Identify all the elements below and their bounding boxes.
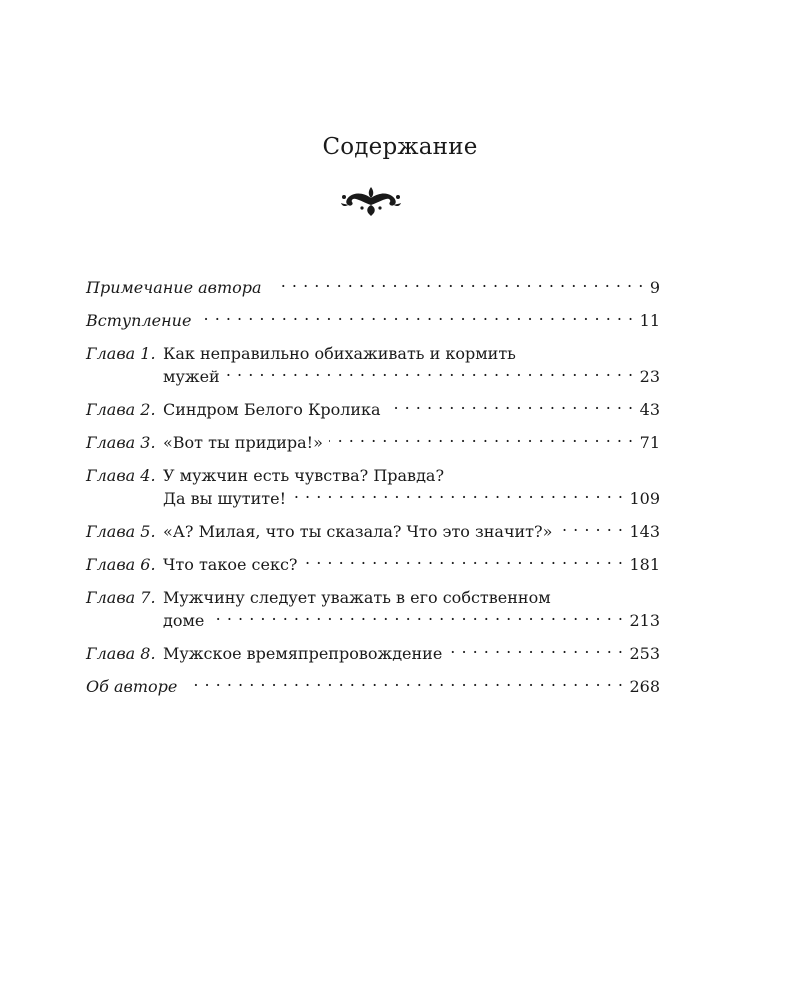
toc-chapter-label: Глава 5.	[86, 522, 156, 541]
dot-leader	[387, 399, 634, 415]
toc-chapter-label: Глава 3.	[86, 433, 156, 452]
dot-leader	[226, 366, 634, 382]
toc-title: Синдром Белого Кролика	[163, 400, 381, 419]
toc-entry-intro[interactable]	[86, 309, 660, 332]
toc-title-line-2: мужей	[163, 367, 220, 386]
toc-title-line-1: У мужчин есть чувства? Правда?	[163, 466, 445, 485]
toc-chapter-label: Глава 6.	[86, 555, 156, 574]
toc-label: Об авторе	[86, 677, 178, 696]
toc-entry-chapter-7[interactable]	[86, 586, 660, 632]
toc-entry-chapter-5[interactable]	[86, 520, 660, 543]
toc-title-line-2: доме	[163, 611, 205, 630]
toc-entry-chapter-1[interactable]	[86, 342, 660, 388]
dot-leader	[329, 432, 634, 448]
toc-chapter-label: Глава 2.	[86, 400, 156, 419]
page-title: Содержание	[322, 134, 478, 160]
toc-chapter-label: Глава 8.	[86, 644, 156, 663]
toc-entry-about[interactable]	[86, 675, 660, 698]
dot-leader	[274, 277, 644, 293]
dot-leader	[189, 676, 623, 692]
toc-chapter-label: Глава 1.	[86, 344, 156, 363]
toc-entry-chapter-8[interactable]	[86, 642, 660, 665]
toc-entry-chapter-4[interactable]	[86, 464, 660, 510]
toc-entry-author-note[interactable]	[86, 276, 660, 299]
toc-label: Вступление	[86, 311, 192, 330]
toc-page-number: 71	[639, 433, 660, 452]
toc-title-line-1: Как неправильно обихаживать и кормить	[163, 344, 516, 363]
toc-entry-chapter-2[interactable]	[86, 398, 660, 421]
toc-title-line-1: Мужчину следует уважать в его собственном	[163, 588, 551, 607]
toc-title: Что такое секс?	[163, 555, 298, 574]
toc-page-number: 253	[629, 644, 660, 663]
toc-page-number: 9	[649, 278, 660, 297]
toc-entry-chapter-6[interactable]	[86, 553, 660, 576]
dot-leader	[292, 488, 623, 504]
toc-page-number: 43	[639, 400, 660, 419]
toc-title: «Вот ты придира!»	[163, 433, 323, 452]
toc-page-number: 268	[629, 677, 660, 696]
toc-page-number: 11	[639, 311, 660, 330]
dot-leader	[203, 310, 633, 326]
toc-title-line-2: Да вы шутите!	[163, 489, 287, 508]
toc-entry-chapter-3[interactable]	[86, 431, 660, 454]
toc-label: Примечание автора	[86, 278, 262, 297]
table-of-contents	[86, 276, 660, 708]
dot-leader	[303, 554, 623, 570]
toc-chapter-label: Глава 4.	[86, 466, 156, 485]
toc-chapter-label: Глава 7.	[86, 588, 156, 607]
fleuron-ornament-icon	[340, 183, 402, 217]
toc-page-number: 213	[629, 611, 660, 630]
toc-title: Мужское времяпрепровождение	[163, 644, 443, 663]
toc-page-number: 181	[629, 555, 660, 574]
dot-leader	[210, 610, 623, 626]
toc-page-number: 109	[629, 489, 660, 508]
dot-leader	[558, 521, 623, 537]
dot-leader	[448, 643, 623, 659]
toc-page-number: 143	[629, 522, 660, 541]
toc-title: «А? Милая, что ты сказала? Что это значит?»	[163, 522, 553, 541]
toc-page-number: 23	[639, 367, 660, 386]
